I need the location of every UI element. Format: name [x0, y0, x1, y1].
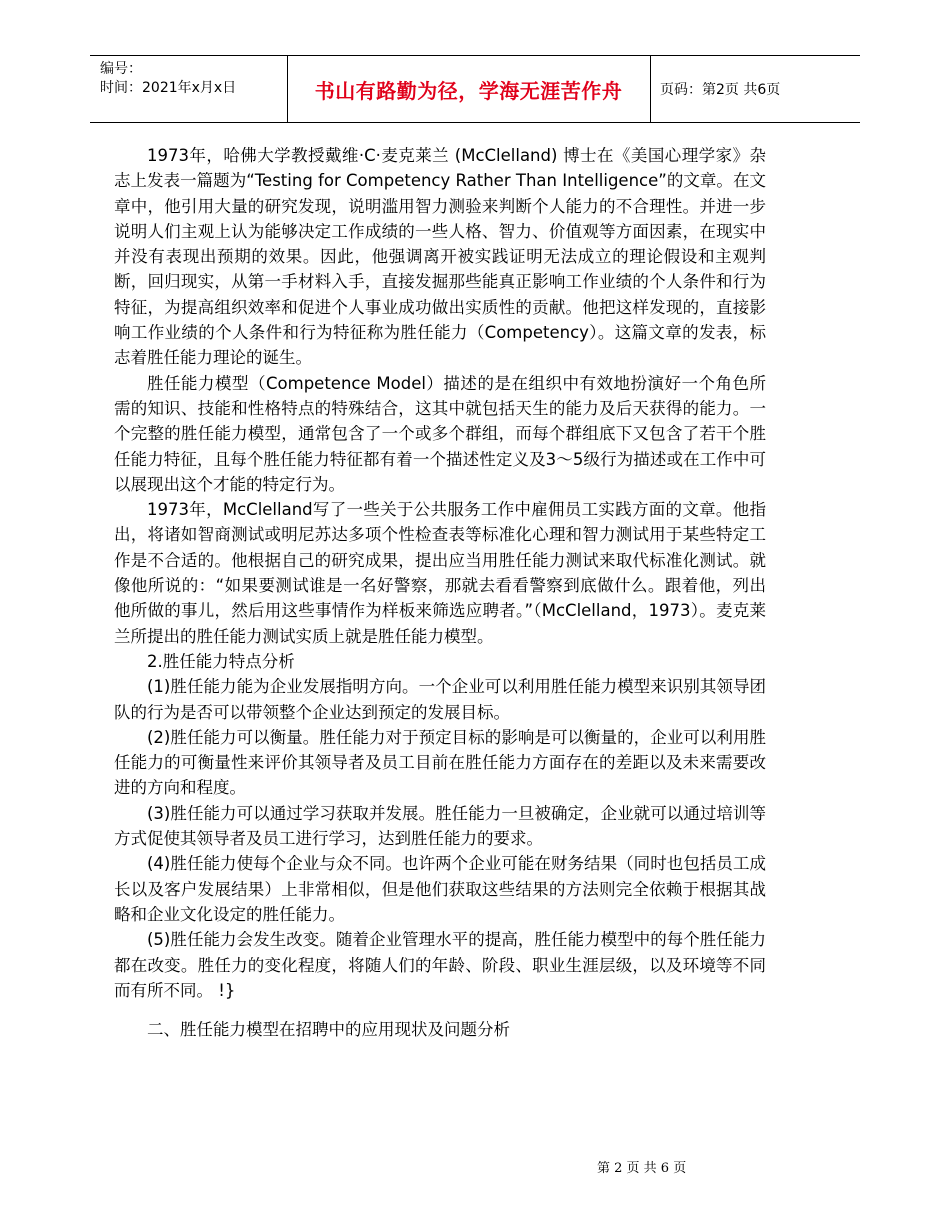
- body-paragraph: (2)胜任能力可以衡量。胜任能力对于预定目标的影响是可以衡量的，企业可以利用胜任能力的可衡量性来评价其领导者及员工目前在胜任能力方面存在的差距以及未来需要改进的方向和程度。: [114, 727, 766, 798]
- header-page-info: 页码：第2页 共6页: [660, 82, 781, 98]
- header-meta: [100, 60, 290, 98]
- header-divider: [650, 56, 651, 122]
- body-paragraph: (5)胜任能力会发生改变。随着企业管理水平的提高，胜任能力模型中的每个胜任能力都在改变。胜任力的变化程度，将随人们的年龄、阶段、职业生涯层级，以及环境等不同而有所不同。 !}: [114, 930, 766, 1000]
- body-paragraph: (1)胜任能力能为企业发展指明方向。一个企业可以利用胜任能力模型来识别其领导团队的行为是否可以带领整个企业达到预定的发展目标。: [114, 677, 766, 722]
- time-label: 时间：2021年x月x日: [100, 80, 237, 96]
- body-paragraph: (3)胜任能力可以通过学习获取并发展。胜任能力一旦被确定，企业就可以通过培训等方式促使其领导者及员工进行学习，达到胜任能力的要求。: [114, 803, 766, 849]
- section-heading: 二、胜任能力模型在招聘中的应用现状及问题分析: [147, 1020, 510, 1040]
- body-paragraph: (4)胜任能力使每个企业与众不同。也许两个企业可能在财务结果（同时也包括员工成长以及客户发展结果）上非常相似，但是他们获取这些结果的方法则完全依赖于根据其战略和企业文化设定的胜任能力。: [114, 854, 766, 924]
- body-paragraph: 1973年，哈佛大学教授戴维·C·麦克莱兰 (McClelland) 博士在《美国心理学家》杂志上发表一篇题为“Testing for Competency Rather Than Intelligence”的文章。在文章中，他引用大量的研究发现，说明滥用智力测验来判断个人能力的不合理性。并进一步说明人们主观上认为能够决定工作成绩的一些人格、智力、价值观等方面因素，在现实中并没有表现出预期的效果。因此，他强调离开被实践证明无法成立的理论假设和主观判断，回归现实，从第一手材料入手，直接发掘那些能真正影响工作业绩的个人条件和行为特征，为提高组织效率和促进个人事业成功做出实质性的贡献。他把这样发现的，直接影响工作业绩的个人条件和行为特征称为胜任能力（Competency）。这篇文章的发表，标志着胜任能力理论的诞生。: [114, 146, 766, 368]
- body-paragraph: 1973年，McClelland写了一些关于公共服务工作中雇佣员工实践方面的文章。他指出，将诸如智商测试或明尼苏达多项个性检查表等标准化心理和智力测试用于某些特定工作是不合适的。他根据自己的研究成果，提出应当用胜任能力测试来取代标准化测试。就像他所说的：“如果要测试谁是一名好警察，那就去看看警察到底做什么。跟着他，列出他所做的事儿，然后用这些事情作为样板来筛选应聘者。”（McClelland，1973）。麦克莱兰所提出的胜任能力测试实质上就是胜任能力模型。: [114, 500, 766, 646]
- page-footer: 第 2 页 共 6 页: [597, 1161, 687, 1176]
- document-body: [114, 143, 766, 1042]
- body-paragraph: 胜任能力模型（Competence Model）描述的是在组织中有效地扮演好一个角色所需的知识、技能和性格特点的特殊结合，这其中就包括天生的能力及后天获得的能力。一个完整的胜任能力模型，通常包含了一个或多个群组，而每个群组底下又包含了若干个胜任能力特征，且每个胜任能力特征都有着一个描述性定义及3～5级行为描述或在工作中可以展现出这个才能的特定行为。: [114, 373, 766, 494]
- serial-label: 编号：: [100, 61, 142, 77]
- page-header: [90, 55, 860, 123]
- header-motto: 书山有路勤为径，学海无涯苦作舟: [314, 78, 623, 103]
- subsection-heading: 2.胜任能力特点分析: [147, 651, 295, 671]
